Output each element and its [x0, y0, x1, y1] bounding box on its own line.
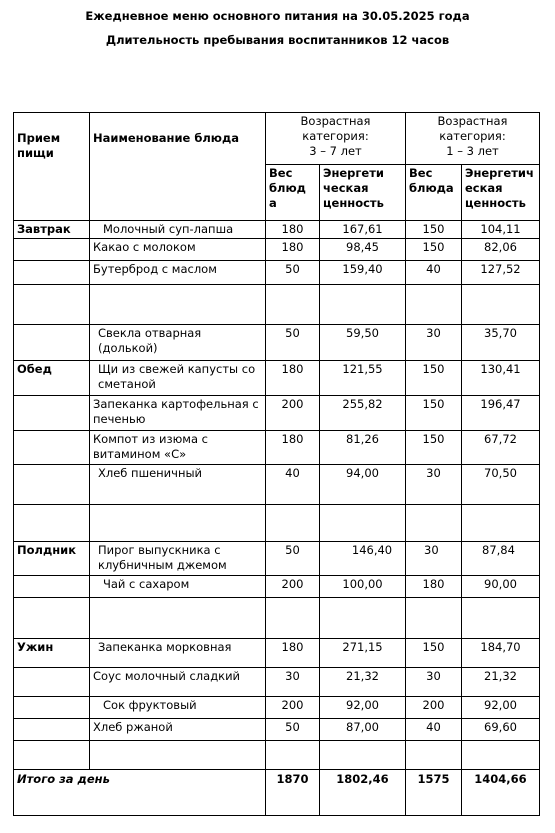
weight-cell: 40 [406, 719, 462, 741]
energy-cell: 271,15 [320, 639, 406, 668]
energy-cell: 87,00 [320, 719, 406, 741]
header-dish: Наименование блюда [90, 113, 266, 221]
meal-cell [14, 465, 90, 505]
menu-table [13, 112, 540, 816]
total-row [14, 770, 540, 816]
weight-cell: 50 [266, 325, 320, 361]
table-row [14, 361, 540, 396]
meal-cell [14, 396, 90, 431]
weight-cell: 200 [266, 576, 320, 598]
total-energy-1-3: 1404,66 [462, 770, 540, 816]
weight-cell: 30 [406, 542, 462, 576]
meal-cell: Обед [14, 361, 90, 396]
energy-cell: 184,70 [462, 639, 540, 668]
energy-cell: 82,06 [462, 239, 540, 261]
meal-cell [14, 325, 90, 361]
dish-cell: Чай с сахаром [90, 576, 266, 598]
meal-cell [14, 576, 90, 598]
table-row [14, 239, 540, 261]
weight-cell: 40 [406, 261, 462, 285]
weight-cell: 150 [406, 361, 462, 396]
weight-cell: 150 [406, 221, 462, 239]
weight-cell: 180 [266, 639, 320, 668]
table-row [14, 221, 540, 239]
weight-cell: 30 [406, 465, 462, 505]
total-weight-1-3: 1575 [406, 770, 462, 816]
meal-cell [14, 668, 90, 697]
weight-cell: 200 [406, 697, 462, 719]
energy-cell: 21,32 [462, 668, 540, 697]
weight-cell: 180 [266, 361, 320, 396]
dish-cell: Запеканка картофельная с печенью [90, 396, 266, 431]
energy-cell: 130,41 [462, 361, 540, 396]
header-energy-3-7: Энергети ческая ценность [320, 165, 406, 221]
weight-cell: 150 [406, 396, 462, 431]
weight-cell: 180 [266, 431, 320, 465]
weight-cell: 50 [266, 542, 320, 576]
energy-cell: 127,52 [462, 261, 540, 285]
page-title: Ежедневное меню основного питания на 30.05.2025 года [85, 9, 470, 23]
dish-cell: Запеканка морковная [90, 639, 266, 668]
weight-cell: 150 [406, 431, 462, 465]
table-row-empty [14, 505, 540, 542]
table-row [14, 261, 540, 285]
weight-cell: 40 [266, 465, 320, 505]
weight-cell: 30 [406, 325, 462, 361]
meal-cell: Завтрак [14, 221, 90, 239]
meal-cell [14, 697, 90, 719]
dish-cell: Сок фруктовый [90, 697, 266, 719]
meal-cell [14, 719, 90, 741]
meal-cell: Ужин [14, 639, 90, 668]
weight-cell: 180 [266, 239, 320, 261]
dish-cell: Соус молочный сладкий [90, 668, 266, 697]
energy-cell: 87,84 [462, 542, 540, 576]
table-row [14, 668, 540, 697]
dish-cell: Хлеб пшеничный [90, 465, 266, 505]
energy-cell: 146,40 [320, 542, 406, 576]
energy-cell: 121,55 [320, 361, 406, 396]
table-row-empty [14, 741, 540, 770]
header-age-group-3-7: Возрастная категория: 3 – 7 лет [266, 113, 406, 165]
meal-cell [14, 261, 90, 285]
table-row-empty [14, 598, 540, 639]
weight-cell: 200 [266, 396, 320, 431]
energy-cell: 59,50 [320, 325, 406, 361]
dish-cell: Пирог выпускника с клубничным джемом [90, 542, 266, 576]
meal-cell [14, 431, 90, 465]
weight-cell: 50 [266, 719, 320, 741]
table-row [14, 719, 540, 741]
energy-cell: 67,72 [462, 431, 540, 465]
table-row [14, 465, 540, 505]
weight-cell: 50 [266, 261, 320, 285]
dish-cell: Бутерброд с маслом [90, 261, 266, 285]
table-row [14, 396, 540, 431]
energy-cell: 100,00 [320, 576, 406, 598]
energy-cell: 159,40 [320, 261, 406, 285]
energy-cell: 92,00 [320, 697, 406, 719]
table-row [14, 576, 540, 598]
header-weight-1-3: Вес блюда [406, 165, 462, 221]
table-row [14, 542, 540, 576]
dish-cell: Хлеб ржаной [90, 719, 266, 741]
total-label: Итого за день [14, 770, 266, 816]
energy-cell: 81,26 [320, 431, 406, 465]
energy-cell: 92,00 [462, 697, 540, 719]
header-meal: Прием пищи [14, 113, 90, 221]
total-weight-3-7: 1870 [266, 770, 320, 816]
header-energy-1-3: Энергетич еская ценность [462, 165, 540, 221]
weight-cell: 150 [406, 239, 462, 261]
energy-cell: 104,11 [462, 221, 540, 239]
header-age-group-1-3: Возрастная категория: 1 – 3 лет [406, 113, 540, 165]
meal-cell: Полдник [14, 542, 90, 576]
energy-cell: 94,00 [320, 465, 406, 505]
dish-cell: Молочный суп-лапша [90, 221, 266, 239]
energy-cell: 255,82 [320, 396, 406, 431]
dish-cell: Какао с молоком [90, 239, 266, 261]
weight-cell: 180 [406, 576, 462, 598]
dish-cell: Компот из изюма с витамином «С» [90, 431, 266, 465]
dish-cell: Щи из свежей капусты со сметаной [90, 361, 266, 396]
energy-cell: 167,61 [320, 221, 406, 239]
weight-cell: 30 [266, 668, 320, 697]
energy-cell: 98,45 [320, 239, 406, 261]
table-row [14, 639, 540, 668]
weight-cell: 180 [266, 221, 320, 239]
energy-cell: 35,70 [462, 325, 540, 361]
weight-cell: 150 [406, 639, 462, 668]
table-row [14, 431, 540, 465]
energy-cell: 21,32 [320, 668, 406, 697]
table-row [14, 697, 540, 719]
energy-cell: 90,00 [462, 576, 540, 598]
weight-cell: 30 [406, 668, 462, 697]
dish-cell: Свекла отварная (долькой) [90, 325, 266, 361]
weight-cell: 200 [266, 697, 320, 719]
table-row [14, 325, 540, 361]
table-row-empty [14, 285, 540, 325]
energy-cell: 69,60 [462, 719, 540, 741]
header-weight-3-7: Вес блюд а [266, 165, 320, 221]
total-energy-3-7: 1802,46 [320, 770, 406, 816]
energy-cell: 70,50 [462, 465, 540, 505]
page-subtitle: Длительность пребывания воспитанников 12 часов [105, 33, 450, 47]
meal-cell [14, 239, 90, 261]
energy-cell: 196,47 [462, 396, 540, 431]
